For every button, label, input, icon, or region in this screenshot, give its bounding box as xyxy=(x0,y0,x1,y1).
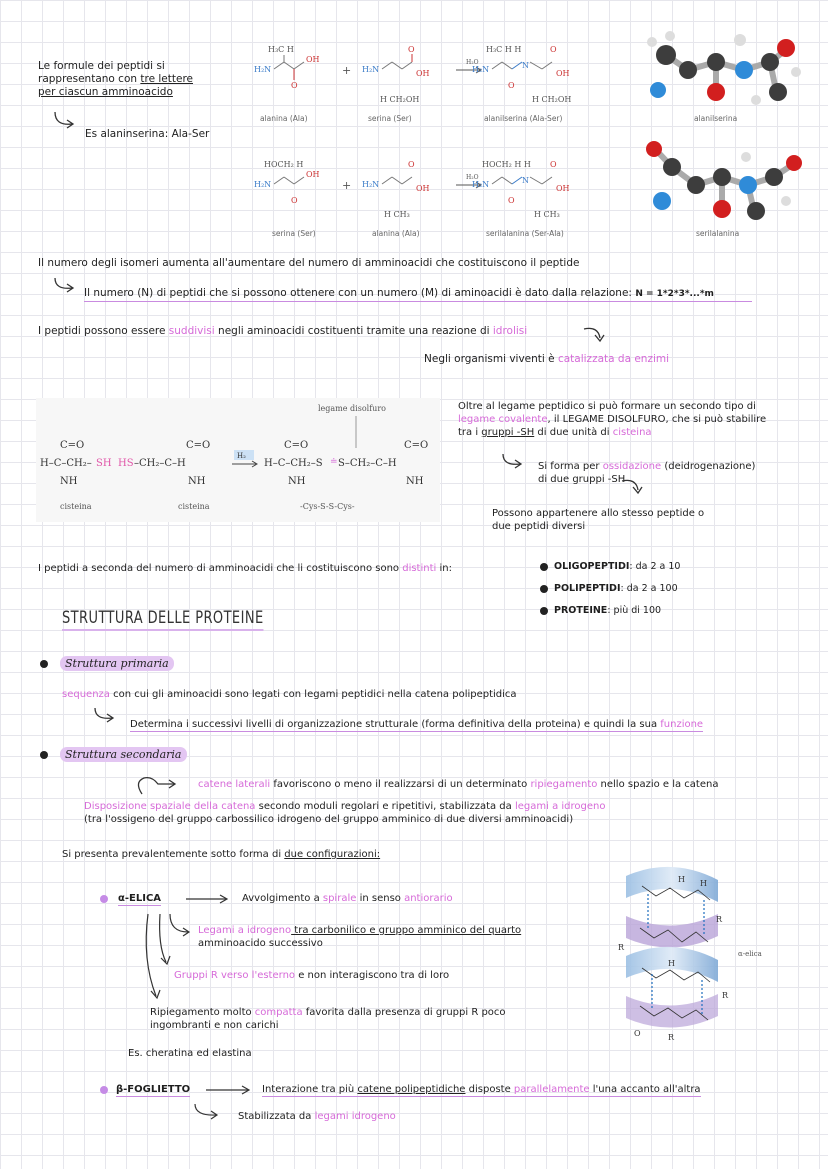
svg-text:H₃C H: H₃C H xyxy=(268,45,294,54)
secondary-line-2: Disposizione spaziale della catena secondo moduli regolari e ripetitivi, stabilizzata da legami a idrogeno xyxy=(84,801,606,812)
helix-example: Es. cheratina ed elastina xyxy=(128,1048,252,1059)
svg-text:H₃C H H: H₃C H H xyxy=(486,45,522,54)
caption-model-alanilserina: alanilserina xyxy=(694,114,738,123)
bullet-icon xyxy=(540,585,548,593)
svg-text:H₂N: H₂N xyxy=(362,180,380,189)
svg-text:NH: NH xyxy=(288,476,306,487)
svg-text:O: O xyxy=(508,196,515,205)
svg-text:O: O xyxy=(291,196,298,205)
svg-text:H CH₃: H CH₃ xyxy=(384,210,410,219)
svg-text:NH: NH xyxy=(406,476,424,487)
svg-text:OH: OH xyxy=(556,69,570,78)
caption-alanilserina: alanilserina (Ala-Ser) xyxy=(484,114,563,123)
bullet-icon xyxy=(40,660,48,668)
bullet-icon xyxy=(100,895,108,903)
caption-serina-2: serina (Ser) xyxy=(272,229,316,238)
svg-text:H CH₂OH: H CH₂OH xyxy=(380,95,420,104)
svg-text:HOCH₂ H H: HOCH₂ H H xyxy=(482,160,531,169)
svg-text:–CH₂–C–H: –CH₂–C–H xyxy=(134,458,186,469)
disulfide-p1a: Oltre al legame peptidico si può formare un secondo tipo di xyxy=(458,401,756,412)
helix-desc-2: Legami a idrogeno tra carbonilico e gruppo amminico del quarto xyxy=(198,925,522,936)
helix-figure-label: α-elica xyxy=(738,950,762,958)
curved-arrow-icon xyxy=(52,110,78,132)
primary-line-2: Determina i successivi livelli di organizzazione strutturale (forma definitiva della proteina) e quindi la sua funzione xyxy=(130,719,704,730)
svg-text:O: O xyxy=(408,160,415,169)
disulfide-structures xyxy=(36,398,440,522)
svg-text:C=O: C=O xyxy=(60,440,85,451)
svg-text:N: N xyxy=(522,61,529,70)
svg-text:O: O xyxy=(291,81,298,90)
ball-model-alanilserina xyxy=(636,20,806,115)
svg-text:OH: OH xyxy=(416,69,430,78)
curved-arrow-down-icon xyxy=(620,478,646,498)
caption-serilalanina: serilalanina (Ser-Ala) xyxy=(486,229,564,238)
intro-line-3: per ciascun amminoacido xyxy=(38,86,173,98)
disulfide-p3b: due peptidi diversi xyxy=(492,521,586,532)
arrow-right-icon xyxy=(206,1084,254,1096)
svg-text:OH: OH xyxy=(306,55,320,64)
ball-model-serilalanina xyxy=(636,135,806,230)
svg-text:O: O xyxy=(550,160,557,169)
helix-desc-3: Gruppi R verso l'esterno e non interagiscono tra di loro xyxy=(174,970,450,981)
curved-arrow-icon xyxy=(92,706,120,726)
heading-secondary: Struttura secondaria xyxy=(60,747,187,762)
arrow-right-icon xyxy=(186,893,232,905)
sheet-desc-1: Interazione tra più catene polipeptidiche disposte parallelamente l'una accanto all'altra xyxy=(262,1084,701,1095)
section-title: STRUTTURA DELLE PROTEINE xyxy=(62,608,264,631)
curved-arrow-down-icon xyxy=(582,326,608,346)
svg-text:H: H xyxy=(678,875,685,884)
disulfide-label: legame disolfuro xyxy=(318,404,386,413)
disulfide-p1c: tra i gruppi -SH di due unità di cisteina xyxy=(458,427,652,438)
svg-text:H₂O: H₂O xyxy=(466,59,479,66)
svg-text:OH: OH xyxy=(306,170,320,179)
heading-primary: Struttura primaria xyxy=(60,656,174,671)
svg-text:H₂N: H₂N xyxy=(362,65,380,74)
reaction-structures-1 xyxy=(250,40,610,118)
disulfide-p1b: legame covalente, il LEGAME DISOLFURO, che si può stabilire xyxy=(458,414,767,425)
svg-text:C=O: C=O xyxy=(284,440,309,451)
helix-label: α-ELICA xyxy=(118,893,162,904)
bullet-icon xyxy=(100,1086,108,1094)
curved-arrow-icon xyxy=(500,452,528,472)
svg-text:H₂: H₂ xyxy=(237,452,246,460)
cys-caption-1: cisteina xyxy=(60,502,92,511)
svg-text:H₂O: H₂O xyxy=(466,174,479,181)
sheet-label: β-FOGLIETTO xyxy=(116,1084,191,1095)
svg-text:N: N xyxy=(522,176,529,185)
svg-text:+: + xyxy=(342,64,352,77)
bullet-icon xyxy=(540,607,548,615)
secondary-line-3: (tra l'ossigeno del gruppo carbossilico idrogeno del gruppo amminico di due diversi amminoacidi) xyxy=(84,814,574,825)
curved-arrow-icon xyxy=(130,772,180,798)
svg-text:R: R xyxy=(668,1033,675,1042)
svg-text:H–C–CH₂–: H–C–CH₂– xyxy=(40,458,92,469)
classification-line: I peptidi a seconda del numero di amminoacidi che li costituiscono sono distinti in: xyxy=(38,563,452,574)
helix-desc-4: Ripiegamento molto compatta favorita dalla presenza di gruppi R poco xyxy=(150,1007,506,1018)
bullet-icon xyxy=(540,563,548,571)
reaction-structures-2 xyxy=(250,155,610,233)
secondary-line-1: catene laterali favoriscono o meno il realizzarsi di un determinato ripiegamento nello spazio e la catena xyxy=(198,779,719,790)
svg-text:H₂N: H₂N xyxy=(472,65,490,74)
svg-text:H₂N: H₂N xyxy=(254,65,272,74)
helix-desc-2b: amminoacido successivo xyxy=(198,938,323,949)
svg-text:O: O xyxy=(508,81,515,90)
caption-model-serilalanina: serilalanina xyxy=(696,229,740,238)
cys-caption-2: cisteina xyxy=(178,502,210,511)
svg-text:NH: NH xyxy=(188,476,206,487)
curved-arrow-icon xyxy=(192,1102,228,1124)
hydrolysis-line-1: I peptidi possono essere suddivisi negli aminoacidi costituenti tramite una reazione di idrolisi xyxy=(38,325,528,337)
svg-text:C=O: C=O xyxy=(186,440,211,451)
svg-text:R: R xyxy=(618,943,625,952)
helix-desc-4b: ingombranti e non carichi xyxy=(150,1020,279,1031)
bullet-icon xyxy=(40,751,48,759)
svg-text:O: O xyxy=(634,1029,641,1038)
class-item-prot: PROTEINE: più di 100 xyxy=(554,605,662,616)
svg-text:R: R xyxy=(716,915,723,924)
caption-alanina: alanina (Ala) xyxy=(260,114,308,123)
svg-text:H: H xyxy=(700,879,707,888)
svg-text:≐: ≐ xyxy=(330,457,338,467)
svg-text:SH: SH xyxy=(96,458,112,469)
primary-line-1: sequenza con cui gli aminoacidi sono legati con legami peptidici nella catena polipeptidica xyxy=(62,689,517,700)
svg-text:H₂N: H₂N xyxy=(254,180,272,189)
intro-line-1: Le formule dei peptidi si xyxy=(38,60,165,72)
svg-text:+: + xyxy=(342,179,352,192)
svg-text:H–C–CH₂–S: H–C–CH₂–S xyxy=(264,458,323,469)
svg-text:R: R xyxy=(722,991,729,1000)
caption-alanina-2: alanina (Ala) xyxy=(372,229,420,238)
svg-text:S–CH₂–C–H: S–CH₂–C–H xyxy=(338,458,397,469)
svg-text:H CH₂OH: H CH₂OH xyxy=(532,95,572,104)
intro-line-2: rappresentano con tre lettere xyxy=(38,73,193,85)
sheet-desc-2: Stabilizzata da legami idrogeno xyxy=(238,1111,396,1122)
isomers-line-2: Il numero (N) di peptidi che si possono ottenere con un numero (M) di aminoacidi è dato dalla relazione: N = 1*2*3*...*m xyxy=(84,287,752,302)
svg-text:H₂N: H₂N xyxy=(472,180,490,189)
svg-text:HOCH₂ H: HOCH₂ H xyxy=(264,160,304,169)
disulfide-p3a: Possono appartenere allo stesso peptide o xyxy=(492,508,705,519)
svg-text:H: H xyxy=(668,959,675,968)
alpha-helix-figure xyxy=(612,856,740,1056)
class-item-oligo: OLIGOPEPTIDI: da 2 a 10 xyxy=(554,561,681,572)
hydrolysis-line-2: Negli organismi viventi è catalizzata da enzimi xyxy=(424,353,670,365)
reaction-ala-ser xyxy=(250,40,610,130)
reaction-ser-ala xyxy=(250,155,610,245)
svg-text:O: O xyxy=(550,45,557,54)
disulfide-p2: Si forma per ossidazione (deidrogenazione) xyxy=(538,461,756,472)
caption-serina: serina (Ser) xyxy=(368,114,412,123)
intro-example: Es alaninserina: Ala-Ser xyxy=(85,128,210,140)
svg-text:OH: OH xyxy=(416,184,430,193)
product-caption: -Cys-S-S-Cys- xyxy=(300,502,355,511)
isomers-line-1: Il numero degli isomeri aumenta all'aumentare del numero di amminoacidi che costituiscono il peptide xyxy=(38,257,580,269)
svg-text:C=O: C=O xyxy=(404,440,429,451)
helix-desc-1: Avvolgimento a spirale in senso antiorario xyxy=(242,893,453,904)
disulfide-figure xyxy=(36,398,440,522)
branch-arrows-icon xyxy=(140,910,200,1002)
secondary-line-4: Si presenta prevalentemente sotto forma di due configurazioni: xyxy=(62,849,381,860)
svg-text:O: O xyxy=(408,45,415,54)
class-item-poli: POLIPEPTIDI: da 2 a 100 xyxy=(554,583,678,594)
disulfide-p2b: di due gruppi -SH xyxy=(538,474,626,485)
svg-text:NH: NH xyxy=(60,476,78,487)
curved-arrow-icon xyxy=(52,276,80,296)
svg-text:H CH₃: H CH₃ xyxy=(534,210,560,219)
svg-text:HS: HS xyxy=(118,458,134,469)
svg-text:OH: OH xyxy=(556,184,570,193)
